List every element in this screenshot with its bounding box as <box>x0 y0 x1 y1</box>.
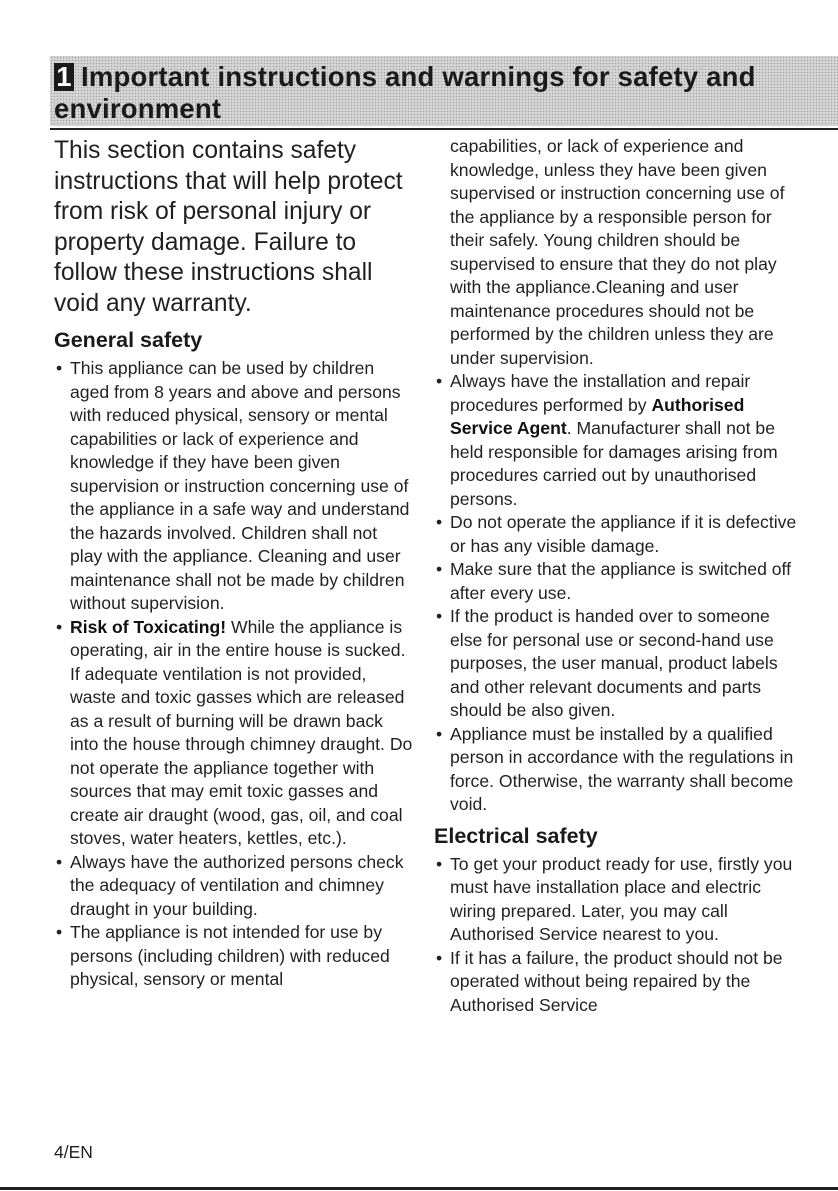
right-column <box>434 135 804 1017</box>
repair-text-start: Always have the installation and repair procedures performed by <box>450 371 751 415</box>
list-item: • If it has a failure, the product should not be operated without being repaired by the Authorised Service <box>434 947 804 1018</box>
section-title: Important instructions and warnings for safety and environment <box>54 61 756 124</box>
list-item: • If the product is handed over to someone else for personal use or second-hand use purposes, the user manual, product labels and other relevant documents and parts should be also given. <box>434 605 804 723</box>
list-item-toxic <box>54 616 414 851</box>
bottom-rule <box>0 1187 838 1190</box>
intro-paragraph: This section contains safety instructions that will help protect from risk of personal injury or property damage. Failure to follow these instructions shall void any warranty. <box>54 137 403 317</box>
heading-rule <box>50 128 838 130</box>
general-safety-list-continued <box>434 135 804 817</box>
repair-text-end: . Manufacturer shall not be held responsible for damages arising from procedures carried out by unauthorised persons. <box>450 418 778 509</box>
section-number: 1 <box>54 63 74 91</box>
list-item: • This appliance can be used by children aged from 8 years and above and persons with reduced physical, sensory or mental capabilities or lack of experience and knowledge if they have been given supervision or instruction concerning use of the appliance in a safe way and understand the hazards involved. Children shall not play with the appliance. Cleaning and user maintenance shall not be made by children without supervision. <box>54 357 414 616</box>
general-safety-heading: General safety <box>54 328 203 352</box>
list-item-continued: capabilities, or lack of experience and knowledge, unless they have been given supervised or instruction concerning use of the appliance by a responsible person for their safely. Young children should be supervised to ensure that they do not play with the appliance.Cleaning and user maintenance procedures should not be performed by the children unless they are under supervision. <box>450 136 785 368</box>
toxic-warning-text: While the appliance is operating, air in the entire house is sucked. If adequate ventilation is not provided, waste and toxic gasses which are released as a result of burning will be drawn back into the house through chimney draught. Do not operate the appliance together with sources that may emit toxic gasses and create air draught (wood, gas, oil, and coal stoves, water heaters, kettles, etc.). <box>70 616 413 848</box>
authorised-service-agent-label: Authorised Service Agent <box>450 394 745 438</box>
electrical-safety-list <box>434 853 804 1018</box>
section-heading <box>54 61 838 125</box>
list-item: • The appliance is not intended for use by persons (including children) with reduced physical, sensory or mental <box>54 921 414 992</box>
toxic-warning-label: Risk of Toxicating! <box>70 616 227 637</box>
list-item-repair <box>434 370 804 511</box>
list-item: • Do not operate the appliance if it is defective or has any visible damage. <box>434 511 804 558</box>
electrical-safety-heading: Electrical safety <box>434 823 598 848</box>
list-item: • Make sure that the appliance is switched off after every use. <box>434 558 804 605</box>
page-number: 4/EN <box>54 1142 93 1162</box>
list-item: • To get your product ready for use, firstly you must have installation place and electric wiring prepared. Later, you may call Authorised Service nearest to you. <box>434 853 804 947</box>
list-item: • Appliance must be installed by a qualified person in accordance with the regulations in force. Otherwise, the warranty shall become void. <box>434 723 804 817</box>
list-item: • Always have the authorized persons check the adequacy of ventilation and chimney draught in your building. <box>54 851 414 922</box>
left-column <box>54 136 414 992</box>
general-safety-list <box>54 357 414 992</box>
